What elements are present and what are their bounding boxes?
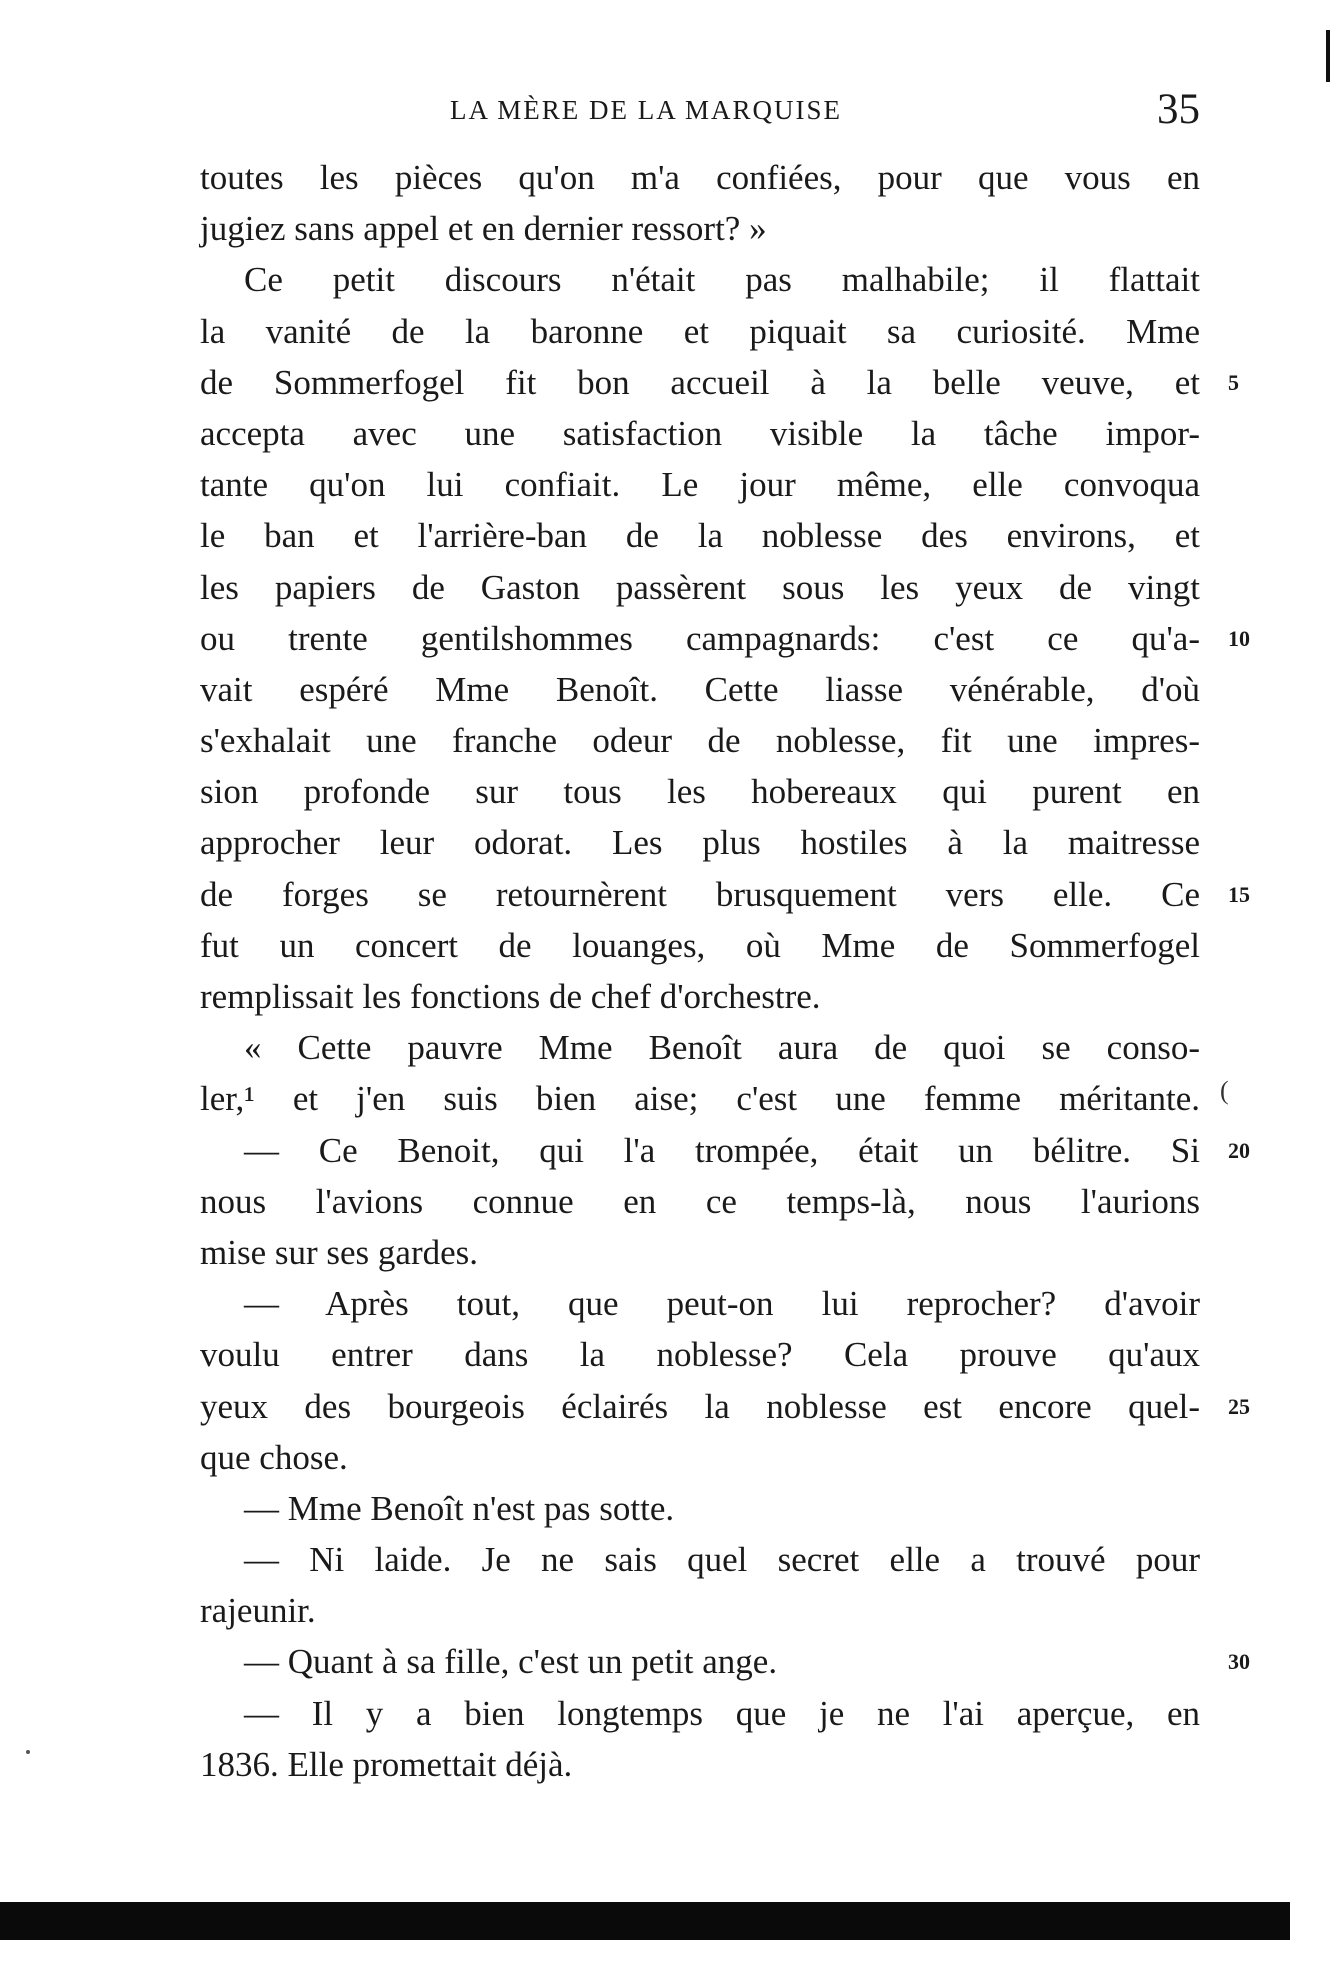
line-text: que chose. — [200, 1437, 348, 1477]
line-text: — Ce Benoit, qui l'a trompée, était un bélitre. Si — [244, 1130, 1200, 1170]
text-line — [200, 613, 1250, 664]
line-text: — Après tout, que peut-on lui reprocher? d'avoir — [244, 1284, 1200, 1324]
text-line — [200, 1278, 1200, 1329]
line-number: 5 — [1228, 369, 1239, 395]
line-number: 20 — [1228, 1137, 1250, 1163]
text-line — [200, 1073, 1229, 1124]
line-text: approcher leur odorat. Les plus hostiles à la maitresse — [200, 823, 1200, 863]
text-line — [200, 152, 1200, 203]
text-line — [200, 562, 1200, 613]
text-line — [200, 1585, 1200, 1636]
line-number: 30 — [1228, 1649, 1250, 1675]
text-line — [200, 1432, 1200, 1483]
text-line — [200, 510, 1200, 561]
text-line — [200, 408, 1200, 459]
text-line — [200, 1534, 1200, 1585]
line-number: 10 — [1228, 625, 1250, 651]
text-line — [200, 1739, 1200, 1790]
line-text: « Cette pauvre Mme Benoît aura de quoi se conso- — [244, 1028, 1200, 1068]
text-line — [200, 1227, 1200, 1278]
text-line — [200, 1688, 1200, 1739]
text-line — [200, 1176, 1200, 1227]
bottom-rule — [0, 1902, 1290, 1940]
line-text: mise sur ses gardes. — [200, 1232, 479, 1272]
text-line — [200, 1022, 1200, 1073]
text-line — [200, 203, 1200, 254]
line-text: toutes les pièces qu'on m'a confiées, pour que vous en — [200, 158, 1200, 197]
line-text: s'exhalait une franche odeur de noblesse, fit une impres- — [200, 721, 1200, 761]
line-text: voulu entrer dans la noblesse? Cela prouve qu'aux — [200, 1335, 1200, 1375]
text-line — [200, 1125, 1250, 1176]
line-text: les papiers de Gaston passèrent sous les yeux de vingt — [200, 567, 1200, 607]
text-line — [200, 664, 1200, 715]
body-text — [200, 152, 1250, 1790]
line-text: 1836. Elle promettait déjà. — [200, 1744, 573, 1784]
line-text: fut un concert de louanges, où Mme de Sommerfogel — [200, 925, 1200, 965]
line-text: ler,¹ et j'en suis bien aise; c'est une femme méritante. — [200, 1079, 1200, 1119]
text-line — [200, 817, 1200, 868]
line-text: le ban et l'arrière-ban de la noblesse des environs, et — [200, 516, 1200, 556]
line-text: la vanité de la baronne et piquait sa curiosité. Mme — [200, 311, 1200, 351]
running-head — [200, 85, 1200, 145]
text-line — [200, 459, 1200, 510]
text-line — [200, 715, 1200, 766]
ink-speck — [26, 1750, 30, 1754]
text-line — [200, 971, 1200, 1022]
line-text: yeux des bourgeois éclairés la noblesse est encore quel- — [200, 1386, 1200, 1426]
line-text: — Mme Benoît n'est pas sotte. — [244, 1488, 675, 1528]
running-title: LA MÈRE DE LA MARQUISE — [450, 95, 843, 125]
line-text: Ce petit discours n'était pas malhabile; il flattait — [244, 260, 1200, 300]
line-text: sion profonde sur tous les hobereaux qui purent en — [200, 772, 1200, 812]
line-text: — Il y a bien longtemps que je ne l'ai aperçue, en — [244, 1693, 1200, 1733]
text-line — [200, 766, 1200, 817]
text-line — [200, 869, 1250, 920]
line-number: 25 — [1228, 1393, 1250, 1419]
line-text: accepta avec une satisfaction visible la tâche impor- — [200, 413, 1200, 453]
text-line — [200, 254, 1200, 305]
line-text: — Quant à sa fille, c'est un petit ange. — [244, 1642, 778, 1682]
line-text: jugiez sans appel et en dernier ressort? » — [200, 209, 767, 249]
text-line — [200, 1636, 1250, 1687]
text-line — [200, 920, 1200, 971]
line-text: de Sommerfogel fit bon accueil à la belle veuve, et — [200, 362, 1200, 402]
text-line — [200, 1381, 1250, 1432]
line-text: nous l'avions connue en ce temps-là, nous l'aurions — [200, 1181, 1200, 1221]
line-text: — Ni laide. Je ne sais quel secret elle a trouvé pour — [244, 1540, 1200, 1580]
text-line — [200, 357, 1239, 408]
page-edge-mark — [1326, 30, 1330, 82]
page-number: 35 — [1157, 86, 1200, 133]
line-text: ou trente gentilshommes campagnards: c'est ce qu'a- — [200, 618, 1200, 658]
line-text: de forges se retournèrent brusquement vers elle. Ce — [200, 874, 1200, 914]
text-line — [200, 306, 1200, 357]
text-line — [200, 1483, 1200, 1534]
line-text: rajeunir. — [200, 1591, 316, 1631]
line-number: 15 — [1228, 881, 1250, 907]
line-text: tante qu'on lui confiait. Le jour même, elle convoqua — [200, 465, 1200, 505]
line-text: remplissait les fonctions de chef d'orchestre. — [200, 977, 821, 1016]
line-text: vait espéré Mme Benoît. Cette liasse vénérable, d'où — [200, 669, 1200, 709]
margin-annotation: ( — [1220, 1076, 1229, 1106]
text-line — [200, 1329, 1200, 1380]
